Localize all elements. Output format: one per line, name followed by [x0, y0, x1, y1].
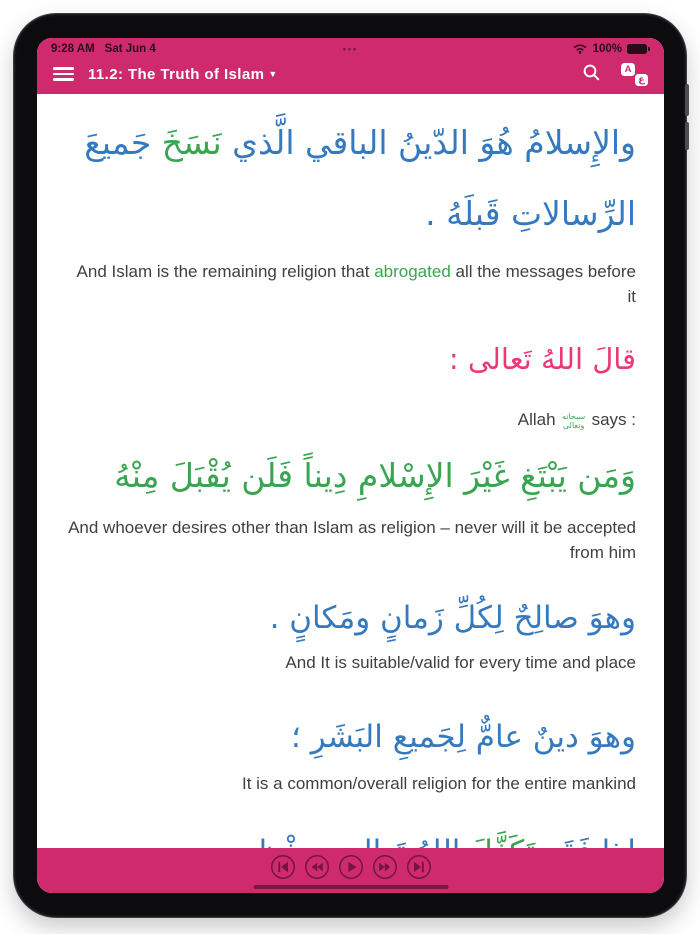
- player-bar: [37, 848, 664, 893]
- home-indicator[interactable]: [253, 885, 448, 890]
- rewind-button[interactable]: [304, 854, 330, 880]
- rewind-icon: [304, 854, 330, 880]
- english-verse-translation: And whoever desires other than Islam as religion – never will it be accepted from him: [68, 518, 636, 562]
- arabic-intro-line: [65, 108, 636, 250]
- english-intro-line: [65, 260, 636, 309]
- nav-actions: [582, 63, 648, 86]
- app-header: [37, 38, 664, 94]
- arabic-intro-post: جَميعَ الرِّسالاتِ قَبلَهُ .: [84, 123, 636, 233]
- english-intro-highlight: abrogated: [374, 261, 451, 281]
- skip-previous-button[interactable]: [270, 854, 296, 880]
- nav-bar: [37, 60, 664, 94]
- english-intro-post: all the messages before it: [450, 261, 636, 306]
- quran-verse-line: وَمَن يَبْتَغِ غَيْرَ الإِسْلامِ دِيناً فَلَن يُقْبَلَ مِنْهُ: [114, 456, 636, 496]
- fast-forward-icon: [372, 854, 398, 880]
- skip-next-button[interactable]: [406, 854, 432, 880]
- multitask-dots-icon: •••: [342, 44, 359, 54]
- arabic-common-line: وهوَ دينٌ عامٌّ لِجَميعِ البَشَرِ ؛: [290, 718, 636, 755]
- status-left: [51, 43, 166, 55]
- battery-icon: [627, 44, 650, 54]
- play-button[interactable]: [338, 854, 364, 880]
- status-right: [572, 42, 650, 57]
- arabic-suitable-line: وهوَ صالِحٌ لِكُلِّ زَمانٍ ومَكانٍ .: [269, 600, 636, 637]
- english-common-translation: It is a common/overall religion for the entire mankind: [241, 773, 636, 793]
- chevron-down-icon: ▼: [268, 68, 278, 79]
- hamburger-menu-icon[interactable]: [53, 67, 74, 81]
- ipad-device-frame: [14, 14, 686, 917]
- translate-arabic-bubble: ع: [635, 74, 648, 86]
- wifi-icon: [572, 42, 588, 57]
- status-date: Sat Jun 4: [104, 43, 156, 55]
- page-title-dropdown[interactable]: [88, 66, 278, 83]
- skip-previous-icon: [270, 854, 296, 880]
- translate-icon: [621, 63, 648, 86]
- search-icon: [582, 63, 601, 85]
- allah-says-post: says :: [591, 410, 636, 430]
- lesson-content: [37, 94, 664, 883]
- status-time: 9:28 AM: [51, 43, 95, 55]
- allah-says-line: [65, 408, 636, 433]
- page-title: 11.2: The Truth of Islam: [88, 65, 265, 83]
- translate-button[interactable]: [621, 63, 648, 86]
- allah-says-pre: Allah: [517, 410, 556, 430]
- english-intro-pre: And Islam is the remaining religion that: [76, 261, 375, 281]
- search-button[interactable]: [582, 63, 601, 85]
- volume-up-button: [685, 84, 689, 116]
- play-icon: [338, 854, 364, 880]
- arabic-qala-line: قالَ اللهُ تَعالى :: [448, 342, 636, 377]
- volume-down-button: [685, 122, 689, 150]
- english-suitable-translation: And It is suitable/valid for every time and place: [285, 653, 636, 673]
- skip-next-icon: [406, 854, 432, 880]
- status-bar: [37, 38, 664, 60]
- arabic-intro-highlight: نَسَخَ: [161, 123, 222, 162]
- battery-percent: 100%: [592, 43, 622, 55]
- translate-latin-bubble: A: [621, 63, 635, 76]
- arabic-intro-pre: والإِسلامُ هُوَ الدّينُ الباقي الَّذي: [221, 123, 636, 162]
- fast-forward-button[interactable]: [372, 854, 398, 880]
- app-screen: [37, 38, 664, 893]
- honorific-calligraphy: سبحانه وتعالى: [561, 412, 586, 431]
